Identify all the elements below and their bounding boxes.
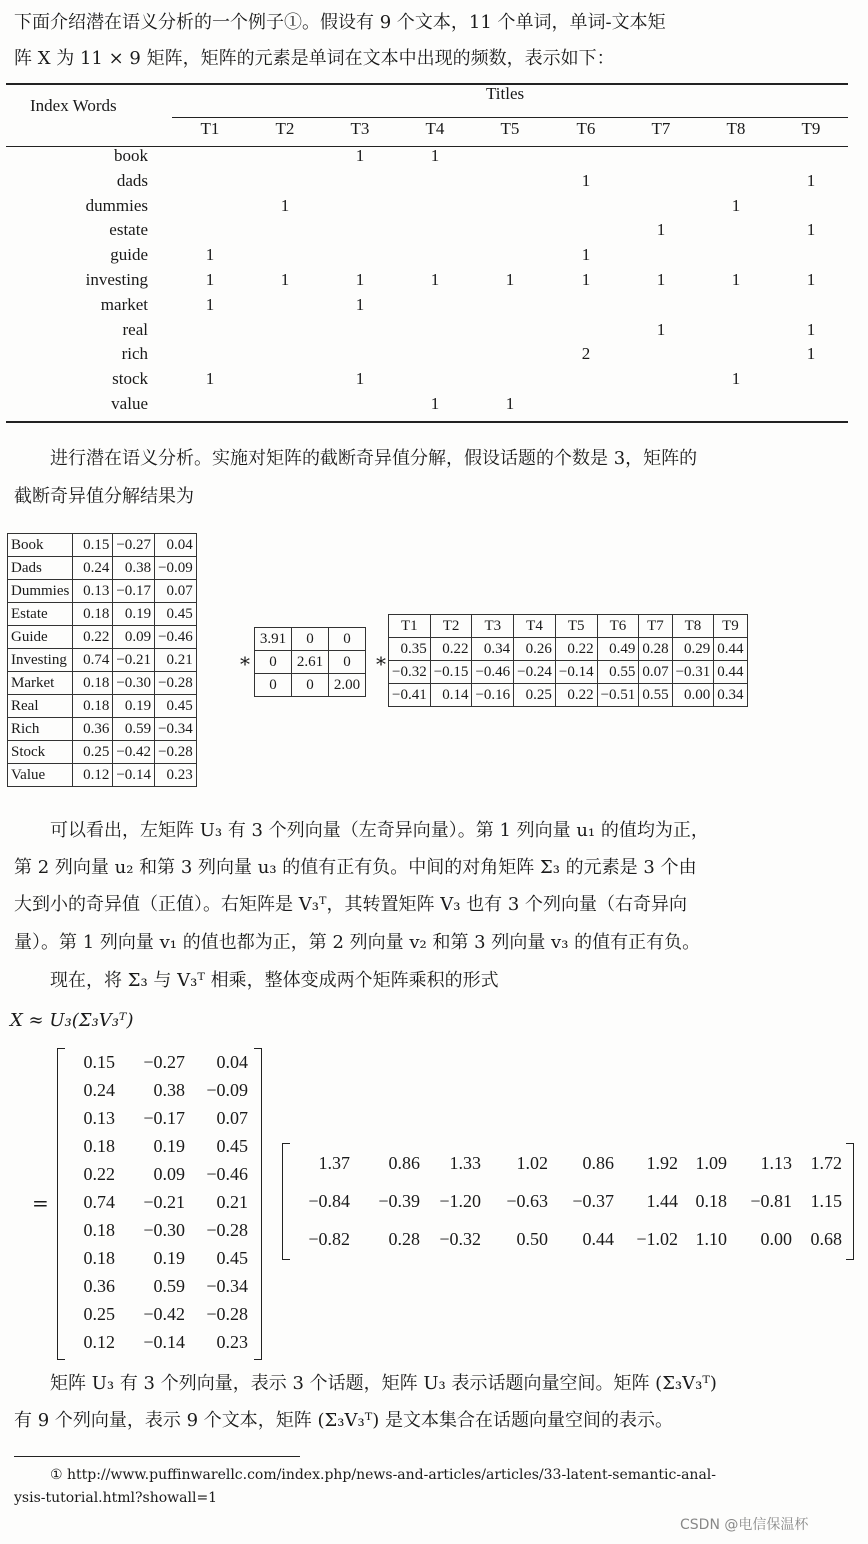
count-cell: 1 (806, 319, 816, 339)
count-cell: 1 (731, 270, 741, 289)
matrix-entry: 0.00 (760, 1229, 792, 1249)
count-cell: 1 (355, 294, 365, 314)
v-cell: 0.28 (639, 638, 672, 661)
u-cell: 0.38 (113, 557, 155, 580)
multiply-symbol: * (240, 652, 250, 676)
matrix-entry: −0.28 (206, 1220, 248, 1240)
matrix-entry: −0.27 (143, 1052, 185, 1072)
table-row (8, 741, 197, 764)
table-row (8, 603, 197, 626)
matrix-entry: 0.59 (153, 1276, 185, 1296)
word-label: investing (85, 270, 148, 289)
u-cell: −0.34 (155, 718, 197, 741)
table-row (8, 695, 197, 718)
matrix-entry: 0.04 (216, 1052, 248, 1072)
v-cell: 0.22 (430, 638, 472, 661)
matrix-entry: 0.24 (83, 1080, 115, 1100)
matrix-entry: 0.19 (153, 1248, 185, 1268)
v-cell: 0.14 (430, 684, 472, 707)
word-label: estate (109, 220, 148, 240)
u-cell: Guide (8, 626, 73, 649)
count-cell: 2 (581, 344, 591, 364)
count-cell: 1 (656, 270, 666, 289)
matrix-entry: 1.15 (810, 1191, 842, 1211)
header-sub-rule (172, 117, 848, 118)
u-cell: 0.36 (73, 718, 113, 741)
table-row (8, 764, 197, 787)
count-cell: 1 (505, 394, 515, 413)
matrix-entry: 1.37 (318, 1153, 350, 1173)
v-cell: −0.32 (389, 661, 431, 684)
u-cell: −0.28 (155, 672, 197, 695)
table-row (8, 557, 197, 580)
u-cell: 0.18 (73, 672, 113, 695)
para2-line-1: 进行潜在语义分析。实施对矩阵的截断奇异值分解，假设话题的个数是 3，矩阵的 (50, 448, 698, 469)
matrix-entry: 0.50 (516, 1229, 548, 1249)
csdn-watermark: CSDN @电信保温杯 (680, 1517, 809, 1533)
sigma-cell: 2.00 (329, 674, 366, 697)
word-label: stock (112, 369, 148, 389)
v-cell: −0.14 (555, 661, 597, 684)
matrix-entry: 0.15 (83, 1052, 115, 1072)
count-cell: 1 (656, 319, 666, 339)
matrix-entry: 1.44 (646, 1191, 678, 1211)
equals-sign: = (32, 1191, 49, 1215)
column-header: T6 (576, 119, 596, 138)
word-label: market (100, 294, 148, 314)
u-cell: −0.17 (113, 580, 155, 603)
matrix-entry: 0.28 (388, 1229, 420, 1249)
u-cell: −0.09 (155, 557, 197, 580)
u-cell: Book (8, 534, 73, 557)
u-cell: −0.28 (155, 741, 197, 764)
matrix-entry: 0.18 (83, 1136, 115, 1156)
v-cell: 0.07 (639, 661, 672, 684)
u-cell: Value (8, 764, 73, 787)
para4-line-2: 有 9 个列向量，表示 9 个文本，矩阵 (Σ₃V₃ᵀ) 是文本集合在话题向量空间的表示。 (14, 1410, 673, 1431)
u-cell: 0.59 (113, 718, 155, 741)
matrix-entry: 1.72 (810, 1153, 842, 1173)
intro-line-1: 下面介绍潜在语义分析的一个例子①。假设有 9 个文本，11 个单词，单词-文本矩 (14, 12, 666, 33)
matrix-entry: −0.37 (572, 1191, 614, 1211)
v-cell: −0.41 (389, 684, 431, 707)
sigma-cell: 0 (255, 674, 292, 697)
u-cell: 0.74 (73, 649, 113, 672)
matrix-entry: 0.36 (83, 1276, 115, 1296)
matrix-entry: −0.39 (378, 1191, 420, 1211)
count-cell: 1 (205, 270, 215, 289)
index-words-header: Index Words (30, 96, 117, 115)
matrix-entry: 1.33 (449, 1153, 481, 1173)
v-cell: −0.46 (472, 661, 514, 684)
count-cell: 1 (205, 245, 215, 265)
v-header-cell: T6 (597, 615, 639, 638)
v-cell: 0.44 (714, 661, 747, 684)
footnote-line-2: ysis-tutorial.html?showall=1 (14, 1490, 218, 1506)
matrix-entry: 0.86 (582, 1153, 614, 1173)
v-transpose-table (388, 614, 748, 707)
left-bracket (57, 1048, 65, 1360)
u-cell: 0.13 (73, 580, 113, 603)
v-header-cell: T8 (672, 615, 714, 638)
u-matrix-table (7, 533, 197, 787)
matrix-entry: −0.28 (206, 1304, 248, 1324)
table-row (8, 534, 197, 557)
u-cell: −0.14 (113, 764, 155, 787)
matrix-entry: 1.13 (760, 1153, 792, 1173)
v-header-cell: T1 (389, 615, 431, 638)
matrix-entry: −0.21 (143, 1192, 185, 1212)
u-cell: 0.07 (155, 580, 197, 603)
word-label: dads (116, 170, 148, 190)
table-row (8, 649, 197, 672)
word-label: dummies (85, 195, 148, 215)
u-cell: 0.04 (155, 534, 197, 557)
u-cell: −0.46 (155, 626, 197, 649)
v-cell: −0.16 (472, 684, 514, 707)
u-cell: Market (8, 672, 73, 695)
matrix-entry: −0.84 (308, 1191, 350, 1211)
count-cell: 1 (355, 146, 365, 165)
v-cell: −0.24 (514, 661, 556, 684)
u-cell: Investing (8, 649, 73, 672)
v-cell: 0.00 (672, 684, 714, 707)
table-row (8, 672, 197, 695)
matrix-entry: 0.12 (83, 1332, 115, 1352)
para3-line-1: 可以看出，左矩阵 U₃ 有 3 个列向量（左奇异向量）。第 1 列向量 u₁ 的值均为正， (50, 820, 709, 841)
v-cell: 0.22 (555, 638, 597, 661)
u-cell: −0.21 (113, 649, 155, 672)
u-cell: 0.45 (155, 603, 197, 626)
u-cell: 0.19 (113, 695, 155, 718)
intro-line-2: 阵 X 为 11 × 9 矩阵，矩阵的元素是单词在文本中出现的频数，表示如下： (14, 48, 615, 69)
v-cell: 0.26 (514, 638, 556, 661)
v-header-cell: T5 (555, 615, 597, 638)
matrix-entry: 0.19 (153, 1136, 185, 1156)
matrix-entry: 0.22 (83, 1164, 115, 1184)
count-cell: 1 (731, 369, 741, 389)
matrix-entry: −0.82 (308, 1229, 350, 1249)
para3-line-2: 第 2 列向量 u₂ 和第 3 列向量 u₃ 的值有正有负。中间的对角矩阵 Σ₃ 的元素是 3 个由 (14, 857, 697, 878)
sigma-matrix-table (254, 627, 366, 697)
para3-line-5: 现在，将 Σ₃ 与 V₃ᵀ 相乘，整体变成两个矩阵乘积的形式 (50, 970, 499, 991)
count-cell: 1 (430, 146, 440, 165)
v-cell: −0.31 (672, 661, 714, 684)
para4-line-1: 矩阵 U₃ 有 3 个列向量，表示 3 个话题，矩阵 U₃ 表示话题向量空间。矩阵 (Σ₃V₃ᵀ) (50, 1373, 717, 1394)
table-row (8, 718, 197, 741)
v-cell: 0.44 (714, 638, 747, 661)
para2-line-2: 截断奇异值分解结果为 (14, 486, 194, 507)
u-cell: 0.09 (113, 626, 155, 649)
table-row (389, 684, 748, 707)
u-cell: 0.18 (73, 603, 113, 626)
matrix-entry: 0.09 (153, 1164, 185, 1184)
sigma-cell: 0 (255, 651, 292, 674)
v-header-cell: T3 (472, 615, 514, 638)
count-cell: 1 (581, 245, 591, 265)
table-bottom-rule (6, 421, 848, 423)
count-cell: 1 (806, 344, 816, 364)
matrix-entry: 0.25 (83, 1304, 115, 1324)
matrix-entry: 1.09 (695, 1153, 727, 1173)
matrix-entry: 0.45 (216, 1136, 248, 1156)
table-row (389, 638, 748, 661)
u-cell: 0.12 (73, 764, 113, 787)
u-cell: Dads (8, 557, 73, 580)
sigma-cell: 0 (329, 628, 366, 651)
matrix-entry: 0.21 (216, 1192, 248, 1212)
matrix-entry: −0.30 (143, 1220, 185, 1240)
matrix-entry: −0.46 (206, 1164, 248, 1184)
footnote-rule (14, 1456, 300, 1457)
matrix-entry: 0.86 (388, 1153, 420, 1173)
v-cell: 0.55 (639, 684, 672, 707)
v-cell: 0.22 (555, 684, 597, 707)
matrix-entry: −0.09 (206, 1080, 248, 1100)
matrix-entry: −0.34 (206, 1276, 248, 1296)
para3-line-3: 大到小的奇异值（正值）。右矩阵是 V₃ᵀ，其转置矩阵 V₃ 也有 3 个列向量（右奇异向 (14, 894, 688, 915)
word-label: real (122, 319, 148, 339)
u-cell: 0.18 (73, 695, 113, 718)
matrix-entry: 0.18 (83, 1248, 115, 1268)
column-header: T4 (425, 119, 445, 138)
matrix-entry: 0.18 (83, 1220, 115, 1240)
u-cell: Stock (8, 741, 73, 764)
matrix-entry: 0.38 (153, 1080, 185, 1100)
matrix-entry: 0.68 (810, 1229, 842, 1249)
count-cell: 1 (806, 170, 816, 190)
table-header-row (389, 615, 748, 638)
matrix-entry: 0.07 (216, 1108, 248, 1128)
matrix-entry: 0.18 (695, 1191, 727, 1211)
v-header-cell: T7 (639, 615, 672, 638)
column-header: T5 (500, 119, 520, 138)
table-row (8, 580, 197, 603)
sigma-cell: 2.61 (292, 651, 329, 674)
count-cell: 1 (806, 220, 816, 240)
count-cell: 1 (430, 270, 440, 289)
count-cell: 1 (505, 270, 515, 289)
matrix-entry: −1.20 (439, 1191, 481, 1211)
table-row (255, 651, 366, 674)
matrix-entry: −0.42 (143, 1304, 185, 1324)
matrix-entry: 0.74 (83, 1192, 115, 1212)
u-cell: Dummies (8, 580, 73, 603)
word-label: rich (121, 344, 148, 364)
matrix-entry: 1.92 (646, 1153, 678, 1173)
word-label: book (114, 146, 148, 165)
count-cell: 1 (581, 170, 591, 190)
sigma-cell: 0 (329, 651, 366, 674)
v-cell: 0.34 (714, 684, 747, 707)
approximation-formula: X ≈ U₃(Σ₃V₃ᵀ) (10, 1010, 134, 1031)
matrix-entry: 0.13 (83, 1108, 115, 1128)
left-bracket (282, 1143, 290, 1260)
matrix-entry: 0.44 (582, 1229, 614, 1249)
multiply-symbol: * (376, 652, 386, 676)
u-cell: 0.45 (155, 695, 197, 718)
count-cell: 1 (355, 369, 365, 389)
v-cell: 0.49 (597, 638, 639, 661)
sigma-cell: 3.91 (255, 628, 292, 651)
column-header: T1 (200, 119, 220, 138)
column-header: T8 (726, 119, 746, 138)
u-cell: 0.21 (155, 649, 197, 672)
v-cell: 0.35 (389, 638, 431, 661)
count-cell: 1 (656, 220, 666, 240)
u-cell: −0.27 (113, 534, 155, 557)
titles-header: Titles (486, 84, 525, 103)
u-cell: −0.42 (113, 741, 155, 764)
word-label: value (111, 394, 148, 413)
column-header: T9 (801, 119, 821, 138)
matrix-entry: −0.63 (506, 1191, 548, 1211)
table-row (8, 626, 197, 649)
matrix-entry: 1.02 (516, 1153, 548, 1173)
v-header-cell: T2 (430, 615, 472, 638)
u-cell: 0.23 (155, 764, 197, 787)
count-cell: 1 (430, 394, 440, 413)
matrix-entry: 1.10 (695, 1229, 727, 1249)
column-header: T7 (651, 119, 671, 138)
count-cell: 1 (280, 195, 290, 215)
matrix-entry: −0.81 (750, 1191, 792, 1211)
v-header-cell: T4 (514, 615, 556, 638)
column-header: T3 (350, 119, 370, 138)
para3-line-4: 量）。第 1 列向量 v₁ 的值也都为正，第 2 列向量 v₂ 和第 3 列向量 v₃ 的值有正有负。 (14, 932, 701, 953)
count-cell: 1 (205, 294, 215, 314)
u-cell: 0.24 (73, 557, 113, 580)
right-bracket (846, 1143, 854, 1260)
u-cell: 0.19 (113, 603, 155, 626)
column-header: T2 (275, 119, 295, 138)
v-cell: −0.15 (430, 661, 472, 684)
u-cell: Estate (8, 603, 73, 626)
v-cell: 0.34 (472, 638, 514, 661)
matrix-entry: −1.02 (636, 1229, 678, 1249)
u-cell: −0.30 (113, 672, 155, 695)
u-cell: Rich (8, 718, 73, 741)
count-cell: 1 (806, 270, 816, 289)
u-cell: 0.25 (73, 741, 113, 764)
u-cell: Real (8, 695, 73, 718)
table-row (389, 661, 748, 684)
v-cell: 0.29 (672, 638, 714, 661)
table-top-rule (6, 83, 848, 85)
matrix-entry: −0.17 (143, 1108, 185, 1128)
table-row (255, 628, 366, 651)
v-cell: 0.25 (514, 684, 556, 707)
count-cell: 1 (355, 270, 365, 289)
word-label: guide (110, 245, 148, 265)
v-cell: 0.55 (597, 661, 639, 684)
sigma-cell: 0 (292, 628, 329, 651)
sigma-cell: 0 (292, 674, 329, 697)
matrix-entry: 0.23 (216, 1332, 248, 1352)
footnote-line-1: ① http://www.puffinwarellc.com/index.php/news-and-articles/articles/33-latent-semantic-anal- (50, 1467, 717, 1483)
count-cell: 1 (280, 270, 290, 289)
u-cell: 0.22 (73, 626, 113, 649)
v-cell: −0.51 (597, 684, 639, 707)
table-row (255, 674, 366, 697)
right-bracket (254, 1048, 262, 1360)
v-header-cell: T9 (714, 615, 747, 638)
count-cell: 1 (205, 369, 215, 389)
matrix-entry: −0.32 (439, 1229, 481, 1249)
matrix-entry: −0.14 (143, 1332, 185, 1352)
matrix-entry: 0.45 (216, 1248, 248, 1268)
count-cell: 1 (581, 270, 591, 289)
u-cell: 0.15 (73, 534, 113, 557)
count-cell: 1 (731, 195, 741, 215)
